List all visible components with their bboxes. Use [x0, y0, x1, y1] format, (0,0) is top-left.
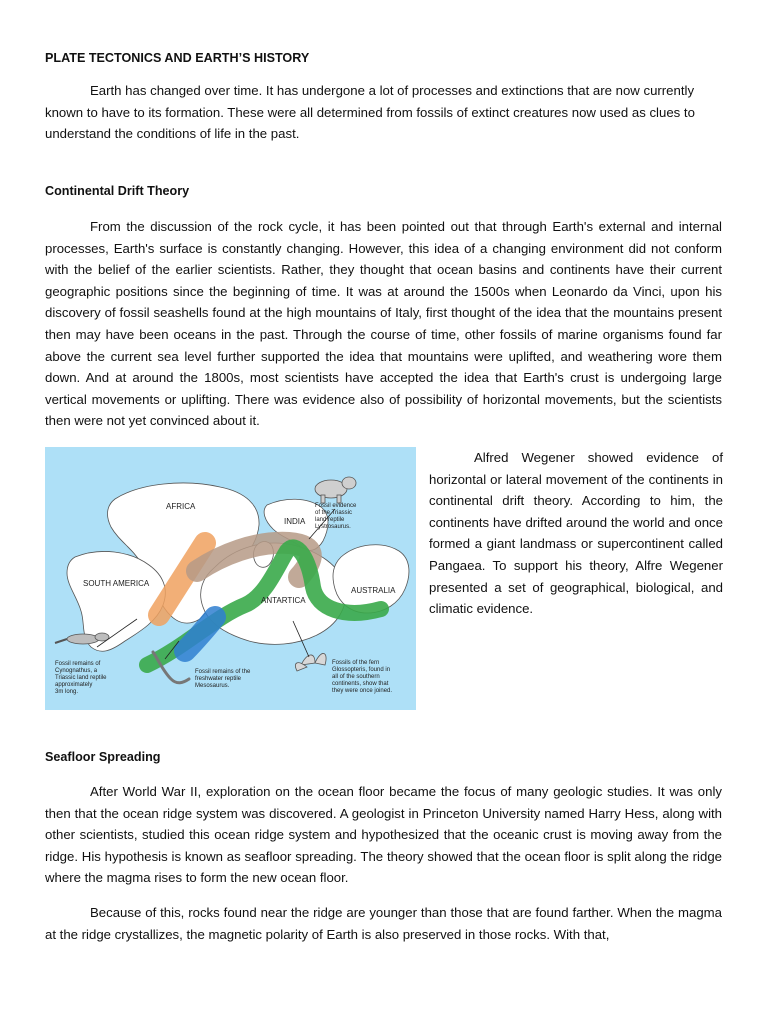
caption-mesosaurus-line-2: freshwater reptile: [195, 676, 242, 682]
caption-lystrosaurus-line-2: of the Triassic: [315, 510, 353, 516]
label-india: INDIA: [284, 517, 306, 526]
wegener-paragraph: Alfred Wegener showed evidence of horizontal or lateral movement of the continents in continental drift theory. According to him, the continents have drifted around the world and once formed a giant landmass or supercontinent called Pangaea. To support his theory, Alfre Wegener presented a set of geographical, biological, and climatic evidence.: [429, 450, 723, 617]
caption-lystrosaurus-line-4: Lystrosaurus.: [315, 524, 351, 530]
seafloor-paragraph-2: Because of this, rocks found near the ridge are younger than those that are found farther. When the magma at the ridge crystallizes, the magnetic polarity of Earth is also preserved in those rocks. With that,: [45, 905, 722, 942]
label-australia: AUSTRALIA: [351, 586, 396, 595]
caption-lystrosaurus-line-3: land reptile: [315, 517, 345, 523]
caption-glossopteris-line-5: they were once joined.: [332, 688, 393, 694]
caption-cynognathus-line-1: Fossil remains of: [55, 661, 101, 667]
section-heading-continental-drift: Continental Drift Theory: [45, 184, 190, 198]
section-heading-seafloor-spreading: Seafloor Spreading: [45, 750, 161, 764]
seafloor-paragraph-1: After World War II, exploration on the ocean floor became the focus of many geologic studies. It was only then that the ocean ridge system was discovered. A geologist in Princeton University named Harry Hess, along with other scientists, studied this ocean ridge system and hypothesized that the oceanic crust is moving away from the ridge. His hypothesis is known as seafloor spreading. The theory showed that the ocean floor is split along the ridge where the magma rises to form the new ocean floor.: [45, 784, 722, 886]
label-africa: AFRICA: [166, 502, 196, 511]
caption-cynognathus-line-5: 3m long.: [55, 689, 79, 695]
intro-paragraph: Earth has changed over time. It has undergone a lot of processes and extinctions that are now currently known to have to its formation. These were all determined from fossils of extinct creatures now used as clues to understand the conditions of life in the past.: [45, 83, 695, 142]
caption-glossopteris-line-2: Glossopteris, found in: [332, 667, 391, 673]
pangaea-fossil-map: [45, 447, 416, 710]
caption-lystrosaurus-line-1: Fossil evidence: [315, 503, 357, 509]
page-title: PLATE TECTONICS AND EARTH’S HISTORY: [45, 51, 310, 65]
caption-cynognathus-line-3: Triassic land reptile: [55, 675, 107, 681]
continental-drift-paragraph: From the discussion of the rock cycle, it has been pointed out that through Earth's external and internal processes, Earth's surface is constantly changing. However, this idea of a changing environment did not conform with the belief of the earlier scientists. Rather, they thought that ocean basins and continents have their current geographic positions since the beginning of time. It was at around the 1500s when Leonardo da Vinci, upon his discovery of fossil seashells found at the high mountains of Italy, first thought of the idea that the mountains present then may have been oceans in the past. Through the course of time, other fossils of marine organisms found far above the current sea level further supported the idea that mountains were uplifted, and weathering wore them down. And at around the 1800s, most scientists have accepted the idea that Earth's crust is undergoing large vertical movements or uplifting. There was evidence also of possibility of horizontal movements, but the scientists then were not yet convinced about it.: [45, 219, 722, 429]
caption-cynognathus-line-2: Cynognathus, a: [55, 668, 98, 674]
caption-glossopteris-line-4: continents, show that: [332, 681, 389, 687]
caption-cynognathus-line-4: approximately: [55, 682, 93, 688]
caption-glossopteris-line-3: all of the southern: [332, 674, 380, 680]
label-antartica: ANTARTICA: [261, 596, 306, 605]
label-south-america: SOUTH AMERICA: [83, 579, 150, 588]
caption-glossopteris-line-1: Fossils of the fern: [332, 660, 380, 666]
caption-mesosaurus-line-1: Fossil remains of the: [195, 669, 251, 675]
caption-mesosaurus-line-3: Mesosaurus.: [195, 683, 230, 689]
